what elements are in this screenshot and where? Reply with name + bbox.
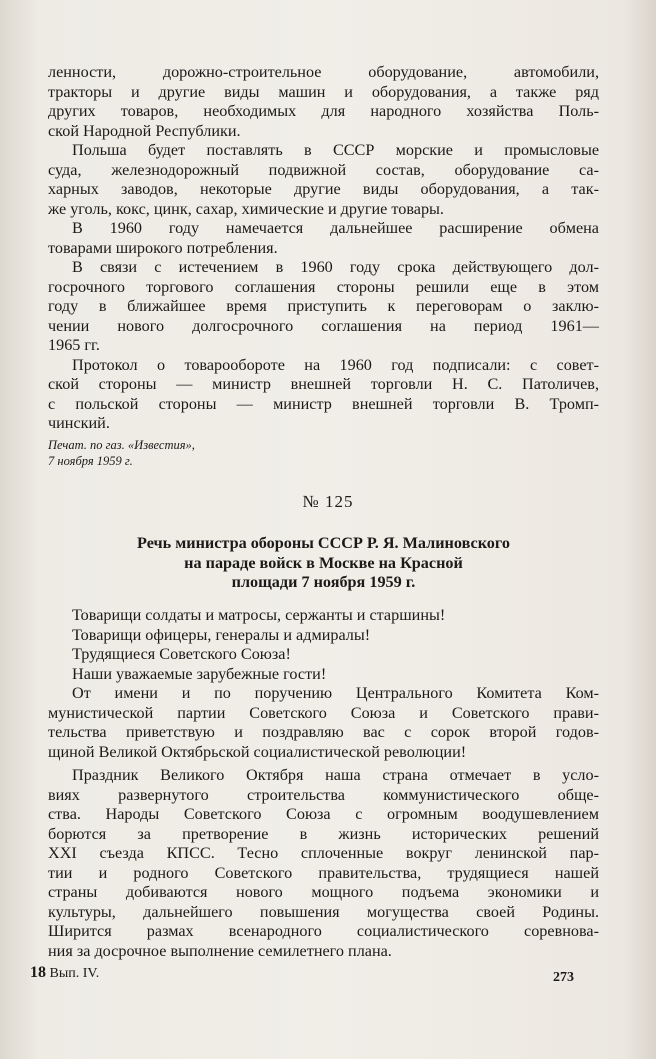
text-line: культуры, дальнейшего повышения могущества своей Родины. — [48, 902, 599, 921]
text-line: ской Народной Республики. — [48, 121, 241, 140]
document-heading — [48, 534, 599, 593]
page-number: 273 — [553, 970, 574, 985]
heading-line: Речь министра обороны СССР Р. Я. Малиновского — [137, 534, 510, 552]
text-line: От имени и по поручению Центрального Комитета Ком- — [72, 684, 599, 702]
text-line: харных заводов, некоторые другие виды оборудования, а так- — [48, 180, 599, 198]
text-line: ния за досрочное выполнение семилетнего плана. — [48, 941, 392, 960]
text-line: тии и родного Советского правительства, трудящиеся нашей — [48, 863, 599, 882]
text-line: чении нового долгосрочного соглашения на период 1961— — [48, 316, 599, 335]
text-line: ства. Народы Советского Союза с огромным воодушевлением — [48, 805, 599, 823]
text-line: Праздник Великого Октября наша страна отмечает в усло- — [72, 766, 599, 784]
text-line: госрочного торгового соглашения стороны решили еще в этом — [48, 277, 599, 296]
printer-signature — [30, 964, 99, 982]
text-line: чинский. — [48, 414, 110, 432]
text-line: виях развернутого строительства коммунистического обще- — [48, 785, 599, 804]
text-line: В связи с истечением в 1960 году срока действующего дол- — [72, 258, 599, 276]
heading-line: на параде войск в Москве на Красной — [184, 553, 463, 572]
text-line: страны добиваются нового мощного подъема экономики и — [48, 883, 599, 901]
text-line: борются за претворение в жизнь исторических решений — [48, 824, 599, 843]
greeting-line: Наши уважаемые зарубежные гости! — [72, 664, 327, 683]
signature-text: Вып. IV. — [49, 966, 100, 981]
text-line: XXI съезда КПСС. Тесно сплоченные вокруг ленинской пар- — [48, 844, 599, 862]
greetings-block — [48, 606, 599, 684]
speech-body — [48, 684, 599, 961]
greeting-line: Товарищи офицеры, генералы и адмиралы! — [72, 625, 371, 644]
text-line: В 1960 году намечается дальнейшее расширение обмена — [72, 219, 599, 237]
text-line: Польша будет поставлять в СССР морские и промысловые — [72, 141, 599, 159]
heading-line: площади 7 ноября 1959 г. — [231, 573, 416, 591]
greeting-line: Товарищи солдаты и матросы, сержанты и старшины! — [72, 606, 446, 624]
text-line: ской стороны — министр внешней торговли Н. С. Патоличев, — [48, 375, 599, 393]
text-block-top — [48, 63, 599, 434]
text-line: мунистической партии Советского Союза и Советского прави- — [48, 703, 599, 722]
source-citation — [48, 437, 599, 469]
text-line: тракторы и другие виды машин и оборудования, а также ряд — [48, 82, 599, 101]
source-line: Печат. по газ. «Известия», — [48, 438, 195, 452]
text-line: году в ближайшее время приступить к переговорам о заклю- — [48, 297, 599, 315]
document-number: № 125 — [302, 492, 354, 511]
greeting-line: Трудящиеся Советского Союза! — [72, 645, 291, 663]
source-line: 7 ноября 1959 г. — [48, 454, 133, 468]
text-line: Ширится размах всенародного социалистического соревнова- — [48, 922, 599, 940]
text-line: Протокол о товарообороте на 1960 год подписали: с совет- — [72, 355, 599, 374]
text-line: же уголь, кокс, цинк, сахар, химические и другие товары. — [48, 199, 444, 218]
signature-number: 18 — [30, 964, 46, 981]
text-line: ленности, дорожно-строительное оборудование, автомобили, — [48, 63, 599, 81]
text-line: щиной Великой Октябрьской социалистической революции! — [48, 742, 467, 761]
text-line: тельства приветствую и поздравляю вас с сорок второй годов- — [48, 723, 599, 741]
text-line: 1965 гг. — [48, 336, 100, 354]
text-line: других товаров, необходимых для народного хозяйства Поль- — [48, 102, 599, 120]
text-line: с польской стороны — министр внешней торговли В. Тромп- — [48, 394, 599, 413]
text-line: суда, железнодорожный подвижной состав, оборудование са- — [48, 160, 599, 179]
text-line: товарами широкого потребления. — [48, 238, 278, 257]
